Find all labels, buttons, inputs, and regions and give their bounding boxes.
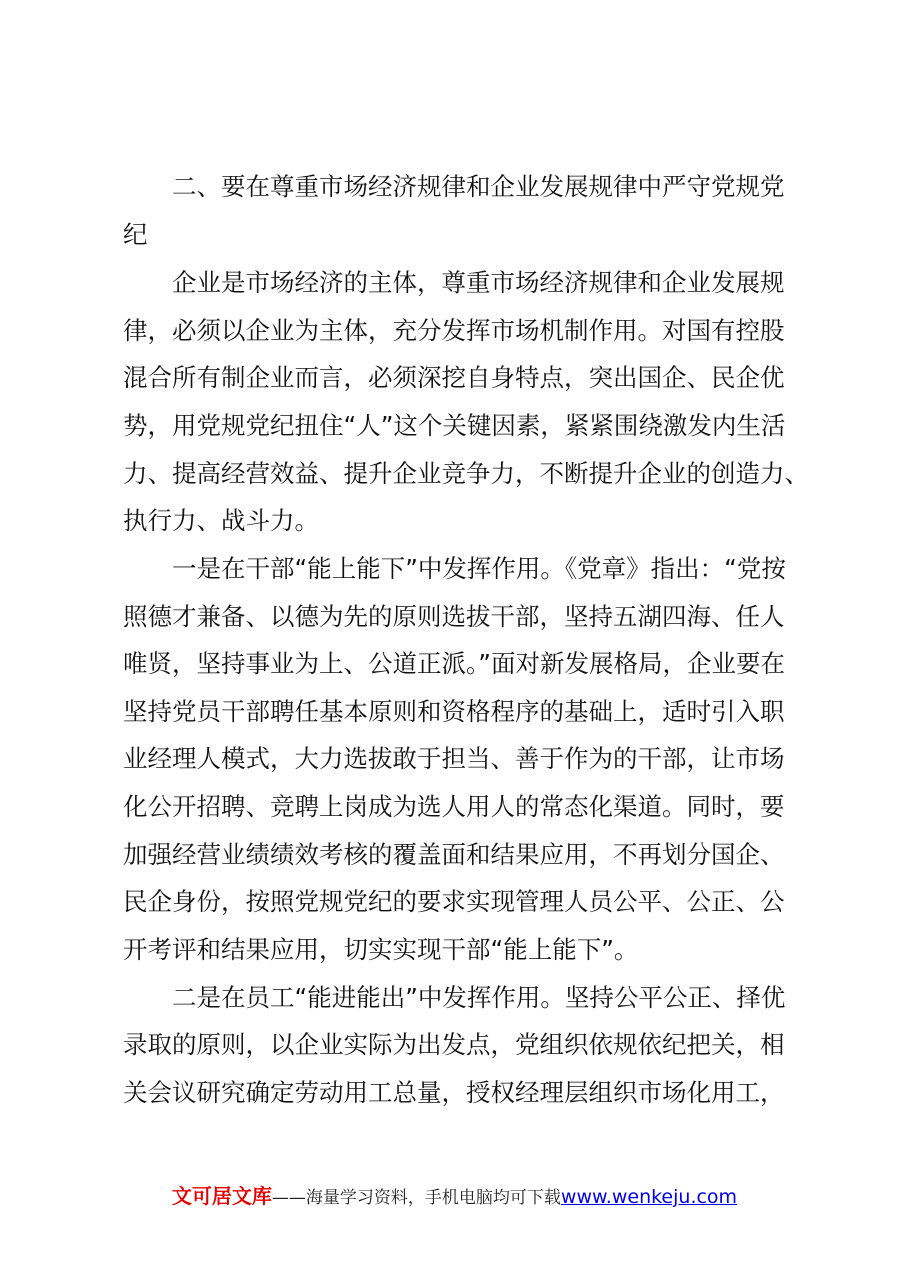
- paragraph-line: 执行力、战斗力。: [123, 506, 319, 535]
- paragraph-line: 力、提高经营效益、提升企业竞争力，不断提升企业的创造力、: [123, 459, 809, 488]
- paragraph-line: 录取的原则，以企业实际为出发点，党组织依规依纪把关，相: [123, 1030, 785, 1059]
- paragraph-line: 企业是市场经济的主体，尊重市场经济规律和企业发展规: [172, 268, 785, 297]
- paragraph-line: 开考评和结果应用，切实实现干部“能上能下”。: [123, 935, 639, 964]
- paragraph-line: 关会议研究确定劳动用工总量，授权经理层组织市场化用工，: [123, 1078, 785, 1107]
- footer-brand: 文可居文库: [171, 1184, 272, 1208]
- footer-banner: [0, 1180, 909, 1214]
- paragraph-line: 唯贤，坚持事业为上、公道正派。”面对新发展格局，企业要在: [123, 649, 785, 678]
- paragraph-line: 加强经营业绩绩效考核的覆盖面和结果应用，不再划分国企、: [123, 840, 785, 869]
- paragraph-line: 业经理人模式，大力选拔敢于担当、善于作为的干部，让市场: [123, 744, 785, 773]
- paragraph-line: 混合所有制企业而言，必须深挖自身特点，突出国企、民企优: [123, 363, 785, 392]
- section-heading-line-2: 纪: [123, 220, 148, 249]
- paragraph-line: 坚持党员干部聘任基本原则和资格程序的基础上，适时引入职: [123, 697, 785, 726]
- footer-link[interactable]: www.wenkeju.com: [560, 1186, 738, 1208]
- paragraph-line: 势，用党规党纪扭住“人”这个关键因素，紧紧围绕激发内生活: [123, 411, 786, 440]
- paragraph-line: 照德才兼备、以德为先的原则选拔干部，坚持五湖四海、任人: [123, 602, 785, 631]
- footer-slogan: ——海量学习资料，手机电脑均可下载: [271, 1188, 561, 1208]
- paragraph-line: 律，必须以企业为主体，充分发挥市场机制作用。对国有控股: [123, 316, 785, 345]
- section-heading-line-1: 二、要在尊重市场经济规律和企业发展规律中严守党规党: [172, 172, 785, 201]
- paragraph-line: 一是在干部“能上能下”中发挥作用。《党章》指出：“党按: [172, 554, 786, 583]
- paragraph-line: 民企身份，按照党规党纪的要求实现管理人员公平、公正、公: [123, 887, 785, 916]
- paragraph-line: 化公开招聘、竞聘上岗成为选人用人的常态化渠道。同时，要: [123, 792, 785, 821]
- paragraph-line: 二是在员工“能进能出”中发挥作用。坚持公平公正、择优: [172, 983, 786, 1012]
